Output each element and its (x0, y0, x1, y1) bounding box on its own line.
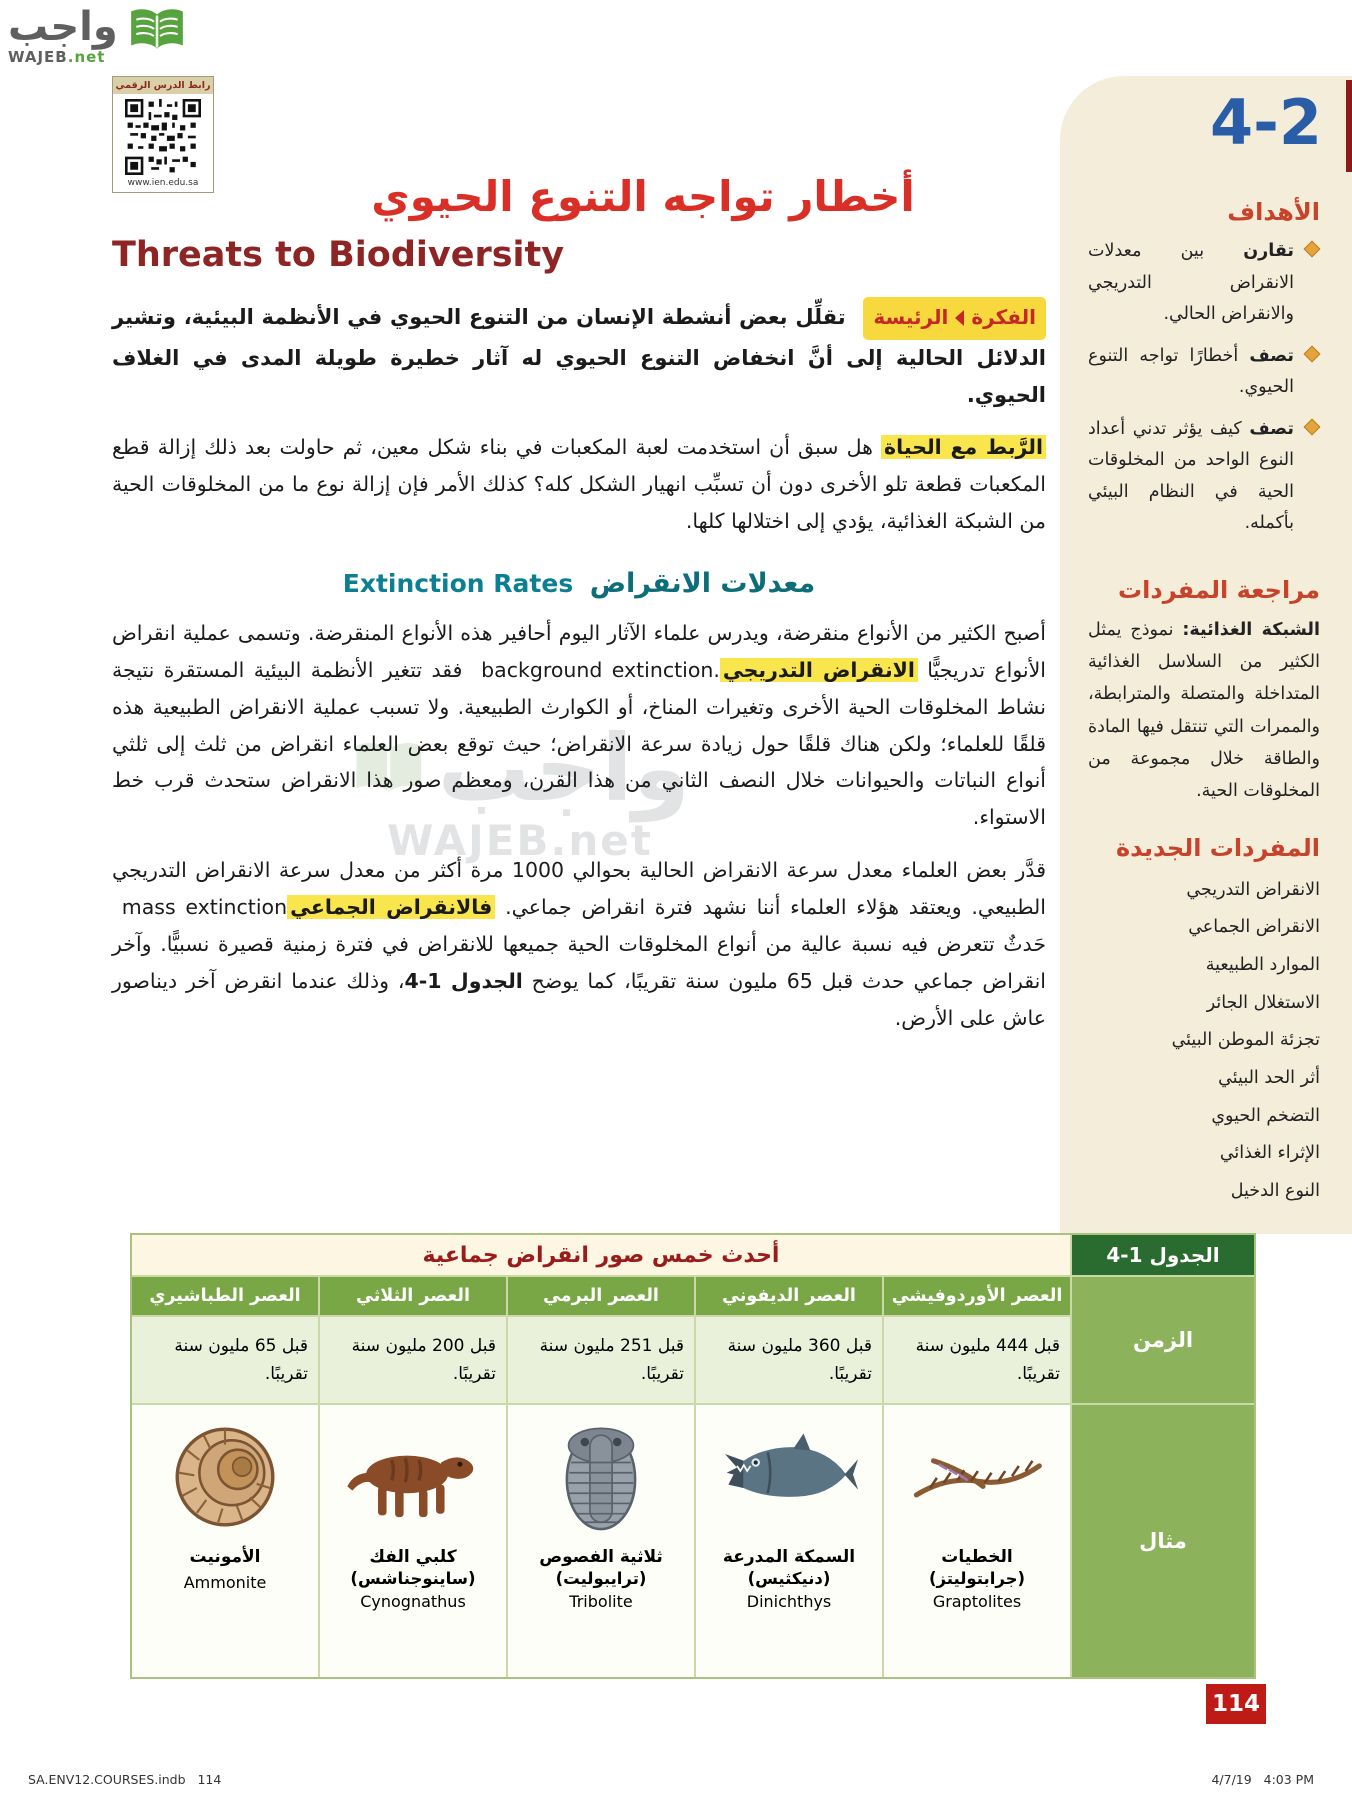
table-title: أحدث خمس صور انقراض جماعية (132, 1235, 1070, 1275)
tribolite-image (516, 1413, 686, 1541)
english-term: background extinction. (471, 657, 720, 682)
era-time-cell: قبل 251 مليون سنة تقريبًا. (508, 1317, 694, 1403)
table-reference: الجدول 1-4 (404, 968, 523, 993)
wajeb-logo (8, 6, 188, 66)
vocab-term: التضخم الحيوي (1211, 1105, 1320, 1126)
example-name-arabic: ثلاثية الفصوص (539, 1547, 663, 1567)
vocab-review-definition: نموذج يمثل الكثير من السلاسل الغذائية المتداخلة والمتصلة والمترابطة، والممرات التي تنتقل فيها المادة والطاقة خلال مجموعة من المخلوقات الحية. (1088, 619, 1320, 802)
example-name-english: Ammonite (183, 1573, 267, 1592)
life-link-lead: الرَّبط مع الحياة (881, 435, 1046, 459)
page-title-arabic: أخطار تواجه التنوع الحيوي (371, 172, 915, 221)
example-name-arabic-alt: (ترايبوليت) (555, 1569, 647, 1588)
objective-item (1088, 341, 1320, 404)
vocab-term: الاستغلال الجائر (1206, 992, 1320, 1013)
example-name-english: Cynognathus (360, 1592, 466, 1611)
example-name-arabic-alt: (جرابتوليتز) (928, 1569, 1026, 1588)
main-content (112, 172, 1046, 1037)
section-heading (112, 568, 1046, 599)
paragraph-text: حَدثٌ تتعرض فيه نسبة عالية من أنواع المخلوقات الحية جميعها للانقراض في فترة زمنية قصيرة نسبيًّا. وآخر انقراض جماعي حدث قبل 65 مليون سنة تقريبًا، كما يوضح (112, 932, 1046, 993)
objectives-heading: الأهداف (1227, 198, 1320, 226)
main-idea-paragraph (112, 297, 1046, 413)
logo-site: WAJEB (8, 48, 68, 66)
objective-lead: تقارن (1243, 241, 1294, 261)
objective-text: أخطارًا تواجه التنوع الحيوي. (1088, 345, 1294, 397)
print-footer-left: SA.ENV12.COURSES.indb 114 (28, 1772, 222, 1787)
main-idea-badge-word2: الرئيسة (873, 305, 949, 329)
sidebar-content (1088, 198, 1320, 1210)
vocab-term: تجزئة الموطن البيئي (1171, 1030, 1320, 1051)
objective-item (1088, 414, 1320, 540)
example-name-arabic-alt: (دنيكثيس) (747, 1569, 831, 1588)
table-row-label-example: مثال (1072, 1405, 1254, 1677)
example-cell-tribolite (508, 1405, 694, 1677)
page-title-english: Threats to Biodiversity (112, 235, 565, 275)
logo-latin-name (8, 48, 118, 66)
example-cell-ammonite (132, 1405, 318, 1677)
vocab-term: الانقراض التدريجي (1186, 879, 1320, 900)
objective-text: بين معدلات الانقراض التدريجي والانقراض الحالي. (1088, 241, 1294, 324)
example-name-english: Graptolites (932, 1592, 1022, 1611)
objective-bullet-icon (1304, 345, 1321, 362)
era-header: العصر الطباشيري (132, 1277, 318, 1315)
example-name-arabic: السمكة المدرعة (722, 1547, 856, 1567)
era-header: العصر الديفوني (696, 1277, 882, 1315)
qr-box-title: رابط الدرس الرقمي (113, 77, 213, 94)
section-heading-arabic: معدلات الانقراض (589, 567, 816, 599)
sidebar (1060, 76, 1352, 1234)
objective-bullet-icon (1304, 418, 1321, 435)
paragraph-text: قدَّر بعض العلماء معدل سرعة الانقراض الحالية بحوالي 1000 مرة أكثر من معدل سرعة الانقراض التدريجي الطبيعي. ويعتقد هؤلاء العلماء أننا نشهد فترة انقراض جماعي. (112, 858, 1046, 920)
logo-arabic-name: واجب (8, 4, 118, 50)
watermark-arabic: واجب (437, 715, 690, 822)
table-number-badge: الجدول 1-4 (1072, 1235, 1254, 1275)
vocab-review-heading: مراجعة المفردات (1118, 575, 1320, 604)
page-edge-accent (1346, 80, 1352, 172)
paragraph-text: فقد تتغير الأنظمة البيئية المستقرة نتيجة نشاط المخلوقات الحية الأخرى وتغيرات المناخ، أو الكوارث الطبيعية. ولا تسبب عملية الانقراض الطبيعية هذه قلقًا للعلماء؛ ولكن هناك قلقًا حول زيادة سرعة الانقراض؛ حيث توقع بعض العلماء انقراض من ثلث إلى ثلثي أنواع النباتات والحيوانات خلال النصف الثاني من هذا القرن، ومعظم صور هذا الانقراض ستحدث قرب خط الاستواء. (112, 657, 1046, 830)
vocab-term: الانقراض الجماعي (1188, 917, 1320, 938)
paragraph-text: أصبح الكثير من الأنواع منقرضة، ويدرس علماء الآثار اليوم أحافير هذه الأنواع المنقرضة. وتسمى عملية انقراض الأنواع تدريجيًّا (112, 620, 1046, 682)
life-link-paragraph (112, 429, 1046, 540)
objective-lead: تصف (1249, 345, 1294, 366)
era-time-cell: قبل 360 مليون سنة تقريبًا. (696, 1317, 882, 1403)
logo-tld: .net (67, 48, 106, 66)
era-header: العصر البرمي (508, 1277, 694, 1315)
graptolites-image (892, 1413, 1062, 1541)
era-header: العصر الأوردوفيشي (884, 1277, 1070, 1315)
vocab-term: الموارد الطبيعية (1205, 955, 1320, 975)
era-header: العصر الثلاثي (320, 1277, 506, 1315)
english-term: mass extinction (112, 895, 288, 920)
example-name-english: Tribolite (569, 1592, 633, 1611)
lesson-number: 4-2 (1209, 86, 1322, 159)
era-time-cell: قبل 444 مليون سنة تقريبًا. (884, 1317, 1070, 1403)
extinction-paragraph-1 (112, 615, 1046, 836)
example-name-english: Dinichthys (746, 1592, 832, 1611)
era-time-cell: قبل 65 مليون سنة تقريبًا. (132, 1317, 318, 1403)
qr-code-image (125, 99, 201, 175)
chevron-left-icon (955, 310, 964, 326)
objective-item (1088, 236, 1320, 331)
main-idea-text: تقلِّل بعض أنشطة الإنسان من التنوع الحيوي في الأنظمة البيئية، وتشير الدلائل الحالية إلى أنَّ انخفاض التنوع الحيوي له آثار خطيرة طويلة المدى في الغلاف الحيوي. (112, 305, 1046, 407)
example-name-arabic: كلبي الفك (369, 1547, 457, 1567)
vocab-review-paragraph (1088, 614, 1320, 808)
cynognathus-image (328, 1413, 498, 1541)
logo-text (8, 6, 118, 66)
objective-bullet-icon (1304, 241, 1321, 258)
example-cell-cynognathus (320, 1405, 506, 1677)
table-row-label-time: الزمن (1072, 1277, 1254, 1403)
ammonite-image (140, 1413, 310, 1541)
section-heading-english: Extinction Rates (342, 568, 574, 598)
main-idea-badge-word1: الفكرة (971, 305, 1037, 329)
paragraph-text: ، وذلك عندما انقرض آخر ديناصور عاش على الأرض. (112, 968, 1046, 1030)
era-time-cell: قبل 200 مليون سنة تقريبًا. (320, 1317, 506, 1403)
vocab-term: أثر الحد البيئي (1218, 1067, 1320, 1088)
vocab-term: النوع الدخيل (1230, 1180, 1320, 1201)
example-cell-dinichthys (696, 1405, 882, 1677)
dinichthys-image (704, 1413, 874, 1541)
highlighted-term-mass-extinction: فالانقراض الجماعي (287, 895, 495, 919)
example-name-arabic-alt: (ساينوجناشس) (350, 1569, 476, 1588)
page-number-badge: 114 (1206, 1684, 1266, 1724)
vocab-review-term: الشبكة الغذائية: (1182, 619, 1320, 640)
print-footer-right: 4/7/19 4:03 PM (1211, 1772, 1314, 1787)
open-book-icon (126, 6, 188, 54)
main-idea-badge (863, 297, 1046, 340)
life-link-text: هل سبق أن استخدمت لعبة المكعبات في بناء شكل معين، ثم حاولت بعد ذلك إزالة قطع المكعبات قطعة تلو الأخرى دون أن تسبِّب انهيار الشكل كله؟ كذلك الأمر فإن إزالة نوع ما من المخلوقات الحية من الشبكة الغذائية، يؤدي إلى اختلالها كلها. (112, 435, 1046, 534)
new-vocab-heading: المفردات الجديدة (1116, 833, 1320, 862)
example-name-arabic: الخطيات (941, 1547, 1013, 1567)
objective-text: كيف يؤثر تدني أعداد النوع الواحد من المخلوقات الحية في النظام البيئي بأكمله. (1088, 418, 1294, 533)
highlighted-term-background-extinction: الانقراض التدريجي (720, 658, 918, 682)
example-name-arabic: الأمونيت (189, 1547, 261, 1567)
watermark-latin: WAJEB.net (387, 816, 653, 865)
extinction-paragraph-2 (112, 852, 1046, 1036)
objective-lead: تصف (1249, 418, 1294, 439)
qr-url: www.ien.edu.sa (127, 178, 199, 188)
vocab-term: الإثراء الغذائي (1219, 1143, 1320, 1164)
example-cell-graptolites (884, 1405, 1070, 1677)
mass-extinctions-table (130, 1233, 1256, 1679)
